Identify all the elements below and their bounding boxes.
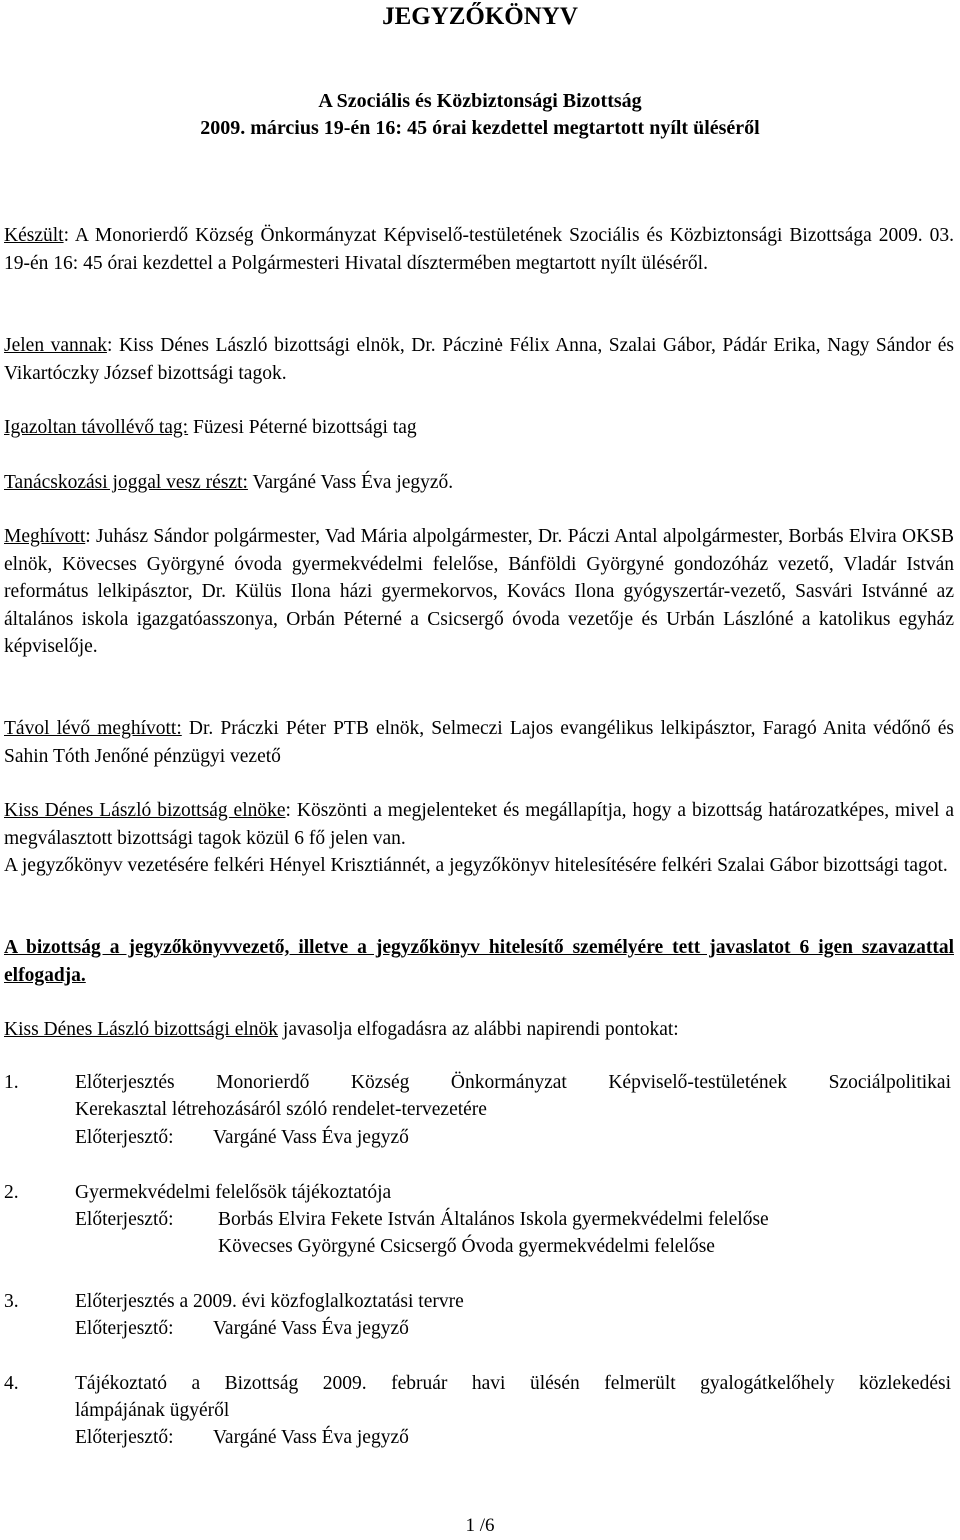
meeting-subtitle: 2009. március 19-én 16: 45 órai kezdettel megtartott nyílt üléséről (200, 117, 760, 139)
intro-label: Készült (4, 225, 64, 246)
presenter-name: Vargáné Vass Éva jegyző (213, 1318, 409, 1339)
present-label: Jelen vannak (4, 335, 107, 356)
chair-opening-paragraph (4, 797, 954, 852)
advisory-label: Tanácskozási joggal vesz részt: (4, 472, 248, 493)
resolution-paragraph: A bizottság a jegyzőkönyvvezető, illetve a jegyzőkönyv hitelesítő személyére tett javaslatot 6 igen szavazattal elfogadja. (4, 937, 954, 986)
agenda-item-title-cont: Kerekasztal létrehozásáról szóló rendelet-tervezetére (75, 1099, 487, 1120)
absent-excused-label: Igazoltan távollévő tag: (4, 417, 189, 438)
presenter-label: Előterjesztő: (75, 1209, 174, 1230)
agenda-item-title-cont: lámpájának ügyéről (75, 1400, 230, 1421)
agenda-intro-label: Kiss Dénes László bizottsági elnök (4, 1019, 279, 1040)
absent-excused-text: Füzesi Péterné bizottsági tag (188, 417, 417, 438)
chair-opening-paragraph-2: A jegyzőkönyv vezetésére felkéri Hényel Krisztiánnét, a jegyzőkönyv hitelesítésére felkéri Szalai Gábor bizottsági tagot. (4, 855, 948, 876)
presenter-name: Borbás Elvira Fekete István Általános Iskola gyermekvédelmi felelőse (218, 1209, 769, 1230)
invited-text: : Juhász Sándor polgármester, Vad Mária alpolgármester, Dr. Páczi Antal alpolgármester, Borbás Elvira OKSB elnök, Kövecses Györgyné óvoda gyermekvédelmi felelőse, Bánföldi Györgyné gondozóház vezető, Vladár István református lelkipásztor, Dr. Külüs Ilona házi gyermekorvos, Kovács Ilona gyógyszertár-vezető, Sasvári Istvánné az általános iskola igazgatóasszonya, Orbán Péterné a Csicsergő óvoda vezetője és Urbán Lászlóné a katolikus egyház képviselője. (4, 526, 954, 657)
present-text: : Kiss Dénes László bizottsági elnök, Dr. Páczinė Félix Anna, Szalai Gábor, Pádár Erika, Nagy Sándor és Vikartóczky József bizottsági tagok. (4, 335, 954, 384)
intro-paragraph (4, 222, 954, 277)
agenda-item-title: Előterjesztés Monorierdő Község Önkormányzat Képviselő-testületének Szociálpolitikai (75, 1072, 951, 1093)
page-number: 1 /6 (465, 1515, 495, 1536)
document-title: JEGYZŐKÖNYV (382, 3, 578, 30)
invited-paragraph (4, 523, 954, 661)
absent-excused-paragraph (4, 414, 954, 442)
agenda-item-number: 2. (4, 1182, 19, 1203)
presenter-label: Előterjesztő: (75, 1427, 174, 1448)
chair-opening-text: : Köszönti a megjelenteket és megállapítja, hogy a bizottság határozatképes, mivel a megválasztott bizottsági tagok közül 6 fő jelen van. (4, 800, 955, 849)
presenter-name: Vargáné Vass Éva jegyző (213, 1427, 409, 1448)
present-paragraph (4, 332, 954, 387)
presenter-name: Vargáné Vass Éva jegyző (213, 1127, 409, 1148)
invited-label: Meghívott (4, 526, 86, 547)
intro-text: : A Monorierdő Község Önkormányzat Képviselő-testületének Szociális és Közbiztonsági Bizottsága 2009. 03. 19-én 16: 45 órai kezdettel a Polgármesteri Hivatal dísztermében megtartott nyílt üléséről. (4, 225, 954, 274)
agenda-intro-text: javasolja elfogadásra az alábbi napirendi pontokat: (278, 1019, 679, 1040)
agenda-intro-paragraph (4, 1016, 954, 1044)
presenter-label: Előterjesztő: (75, 1318, 174, 1339)
invited-absent-text: Dr. Práczki Péter PTB elnök, Selmeczi Lajos evangélikus lelkipásztor, Faragó Anita védőnő és Sahin Tóth Jenőné pénzügyi vezető (4, 718, 954, 767)
committee-name: A Szociális és Közbiztonsági Bizottság (318, 90, 642, 112)
agenda-item-title: Előterjesztés a 2009. évi közfoglalkoztatási tervre (75, 1291, 464, 1312)
invited-absent-paragraph (4, 715, 954, 770)
agenda-item-number: 1. (4, 1072, 19, 1093)
agenda-item-number: 4. (4, 1373, 19, 1394)
advisory-paragraph (4, 469, 954, 497)
agenda-item-number: 3. (4, 1291, 19, 1312)
advisory-text: Vargáné Vass Éva jegyző. (247, 472, 454, 493)
presenter-label: Előterjesztő: (75, 1127, 174, 1148)
agenda-item-title: Tájékoztató a Bizottság 2009. február havi ülésén felmerült gyalogátkelőhely közlekedési (75, 1373, 951, 1394)
agenda-item-title: Gyermekvédelmi felelősök tájékoztatója (75, 1182, 392, 1203)
presenter-name-2: Kövecses Györgyné Csicsergő Óvoda gyermekvédelmi felelőse (218, 1236, 715, 1257)
invited-absent-label: Távol lévő meghívott: (4, 718, 182, 739)
chair-opening-label: Kiss Dénes László bizottság elnöke (4, 800, 286, 821)
